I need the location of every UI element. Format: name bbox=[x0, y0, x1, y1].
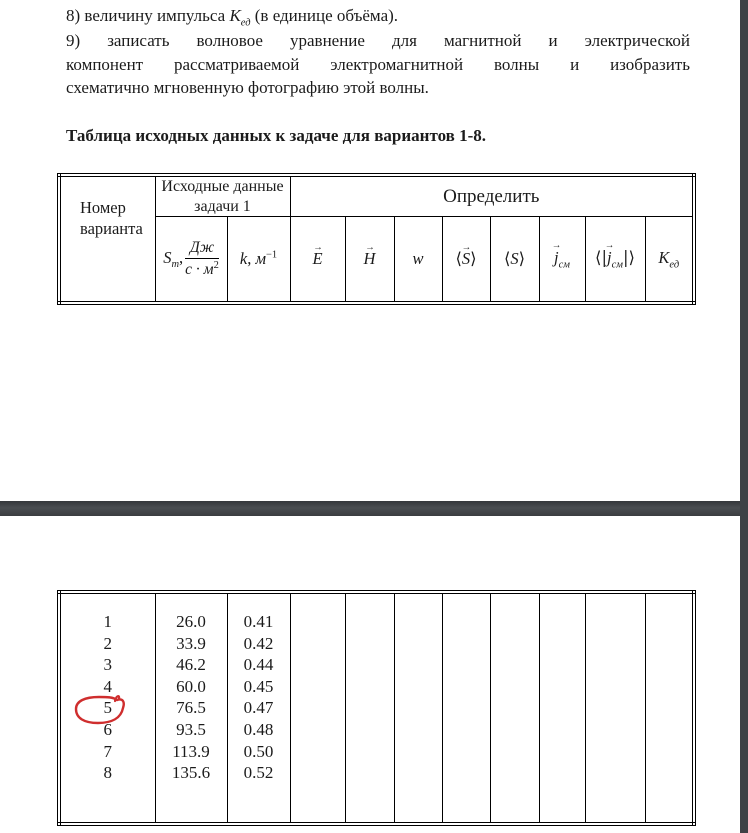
cell-sm-4: 60.0 bbox=[176, 676, 206, 696]
cell-sm-6: 93.5 bbox=[176, 719, 206, 739]
cell-sm-3: 46.2 bbox=[176, 655, 206, 675]
header-cell-source-data: Исходные данные задачи 1 bbox=[155, 175, 290, 217]
data-col-jсм-empty bbox=[539, 592, 585, 824]
page-break-separator bbox=[0, 501, 748, 516]
data-table-header-part bbox=[57, 173, 696, 305]
data-table-body-part bbox=[57, 590, 696, 826]
symbol-cell-Kед: $K_{ед}$ bbox=[645, 217, 694, 304]
viewer-background-strip bbox=[740, 0, 748, 833]
item8-text-after: (в единице объёма). bbox=[250, 6, 399, 25]
cell-variant-7: 7 bbox=[103, 741, 112, 761]
sm-symbol: S bbox=[163, 247, 172, 267]
cell-variant-8: 8 bbox=[103, 763, 112, 783]
k-unit: м bbox=[255, 249, 266, 268]
cell-sm-8: 135.6 bbox=[171, 763, 211, 783]
impulse-symbol: K bbox=[229, 6, 241, 25]
document-page-2 bbox=[0, 516, 748, 833]
data-col-sm bbox=[155, 592, 227, 824]
data-col-E-empty bbox=[290, 592, 345, 824]
sm-comma: , bbox=[179, 247, 184, 267]
k-symbol: k bbox=[239, 249, 248, 268]
cell-variant-4: 4 bbox=[103, 676, 112, 696]
header-cell-determine: Определить bbox=[290, 175, 694, 217]
header-cell-sm-units bbox=[155, 217, 227, 304]
cell-sm-7: 113.9 bbox=[172, 741, 210, 761]
cell-variant-2: 2 bbox=[103, 633, 112, 653]
red-circle-annotation bbox=[71, 692, 129, 728]
fraction-denominator: $с \cdot м^2$ bbox=[185, 259, 219, 279]
header-cell-k-units bbox=[227, 217, 290, 304]
cell-k-4: 0.45 bbox=[243, 676, 274, 696]
symbol-cell-S: ⟨S →⟩ bbox=[442, 217, 490, 304]
data-col-S-empty bbox=[490, 592, 539, 824]
data-col-w-empty bbox=[394, 592, 442, 824]
cell-variant-1: 1 bbox=[103, 612, 112, 631]
symbol-cell-E: E → bbox=[290, 217, 345, 304]
data-col-Kед-empty bbox=[645, 592, 694, 824]
list-item-9 bbox=[66, 29, 690, 100]
symbol-cell-S: ⟨S⟩ bbox=[490, 217, 539, 304]
cell-k-1: 0.41 bbox=[243, 612, 274, 631]
impulse-symbol-subscript: ед bbox=[240, 17, 251, 29]
cell-sm-2: 33.9 bbox=[176, 633, 206, 653]
cell-sm-1: 26.0 bbox=[176, 612, 206, 631]
data-row-container bbox=[59, 592, 694, 824]
cell-k-5: 0.47 bbox=[243, 698, 274, 718]
cell-k-6: 0.48 bbox=[243, 719, 274, 739]
symbol-cell-jсм: ⟨|j $\to_{см}|⟩$ bbox=[585, 217, 645, 304]
k-unit-exponent: −1 bbox=[265, 249, 278, 261]
cell-variant-6: 6 bbox=[103, 719, 112, 739]
cell-sm-5: 76.5 bbox=[176, 698, 206, 718]
cell-variant-5: 5 bbox=[103, 698, 112, 718]
k-comma: , bbox=[247, 249, 256, 268]
data-col-k bbox=[227, 592, 290, 824]
cell-k-2: 0.42 bbox=[243, 633, 274, 653]
item9-line-3: схематично мгновенную фотографию этой волны. bbox=[66, 78, 429, 97]
sm-units-fraction bbox=[185, 239, 219, 279]
item9-line-1: 9) записать волновое уравнение для магнитной и электрической bbox=[66, 31, 690, 50]
cell-k-7: 0.50 bbox=[243, 741, 274, 761]
symbol-cell-H: H → bbox=[345, 217, 394, 304]
cell-variant-3: 3 bbox=[103, 655, 112, 675]
cell-k-8: 0.52 bbox=[243, 763, 274, 783]
sm-symbol-subscript: m bbox=[171, 259, 180, 271]
table-caption: Таблица исходных данных к задаче для вариантов 1-8. bbox=[66, 126, 487, 145]
symbol-cell-jсм: $j \to_{см}$ bbox=[539, 217, 585, 304]
data-col-S-empty bbox=[442, 592, 490, 824]
item8-text-before: 8) величину импульса bbox=[66, 6, 230, 25]
data-col-H-empty bbox=[345, 592, 394, 824]
cell-k-3: 0.44 bbox=[243, 655, 274, 675]
data-col-jсм-empty bbox=[585, 592, 645, 824]
denominator-exponent: 2 bbox=[213, 259, 219, 271]
fraction-numerator: Дж bbox=[185, 239, 219, 259]
symbol-cell-w: w bbox=[394, 217, 442, 304]
header-cell-variant-number: Номер варианта bbox=[59, 175, 155, 303]
symbols-row bbox=[59, 217, 694, 304]
item9-line-2: компонент рассматриваемой электромагнитной волны и изобразить bbox=[66, 54, 690, 74]
